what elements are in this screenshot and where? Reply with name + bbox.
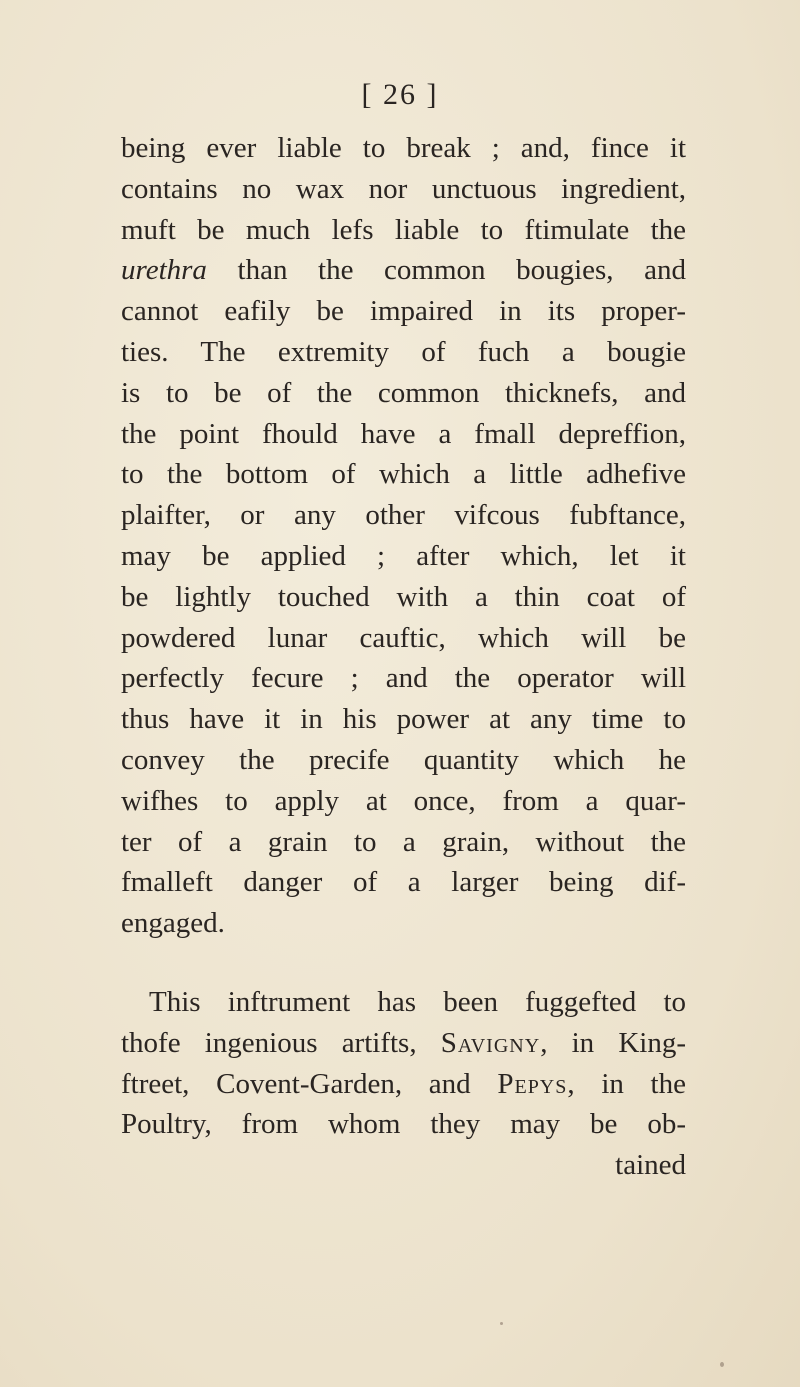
text-line: plaifter, or any other vifcous fubftance, — [121, 499, 686, 532]
text-line: fmalleft danger of a larger being dif- — [121, 866, 686, 899]
paper-speck — [720, 1362, 724, 1367]
text-line: thofe ingenious artifts, Savigny, in King- — [121, 1026, 686, 1059]
text-line: This inftrument has been fuggefted to — [149, 985, 686, 1018]
text-line: be lightly touched with a thin coat of — [121, 580, 686, 613]
text-line: cannot eafily be impaired in its proper- — [121, 295, 686, 328]
text-line: the point fhould have a fmall depreffion, — [121, 417, 686, 450]
text-line: may be applied ; after which, let it — [121, 539, 686, 572]
text-line: muft be much lefs liable to ftimulate the — [121, 213, 686, 246]
text-line: is to be of the common thicknefs, and — [121, 376, 686, 409]
text-line: ter of a grain to a grain, without the — [121, 825, 686, 858]
text-line: urethra than the common bougies, and — [121, 254, 686, 287]
page-number: [ 26 ] — [361, 78, 439, 111]
text-line: convey the precife quantity which he — [121, 743, 686, 776]
paragraph-2 — [121, 982, 686, 1186]
text-line: being ever liable to break ; and, fince it — [121, 132, 686, 164]
text-line: wifhes to apply at once, from a quar- — [121, 784, 686, 817]
text-line: ftreet, Covent-Garden, and Pepys, in the — [121, 1067, 686, 1100]
text-line: thus have it in his power at any time to — [121, 703, 686, 736]
text-line: engaged. — [121, 907, 225, 940]
paragraph-1 — [121, 128, 686, 944]
paper-speck — [500, 1322, 503, 1325]
catchword: tained — [615, 1149, 686, 1182]
text-line: Poultry, from whom they may be ob- — [121, 1108, 686, 1141]
body-text — [121, 128, 686, 1186]
text-line: to the bottom of which a little adhefive — [121, 458, 686, 491]
text-line: perfectly fecure ; and the operator will — [121, 662, 686, 695]
text-line: contains no wax nor unctuous ingredient, — [121, 172, 686, 205]
text-line: ties. The extremity of fuch a bougie — [121, 335, 686, 368]
text-line: powdered lunar cauftic, which will be — [121, 621, 686, 654]
